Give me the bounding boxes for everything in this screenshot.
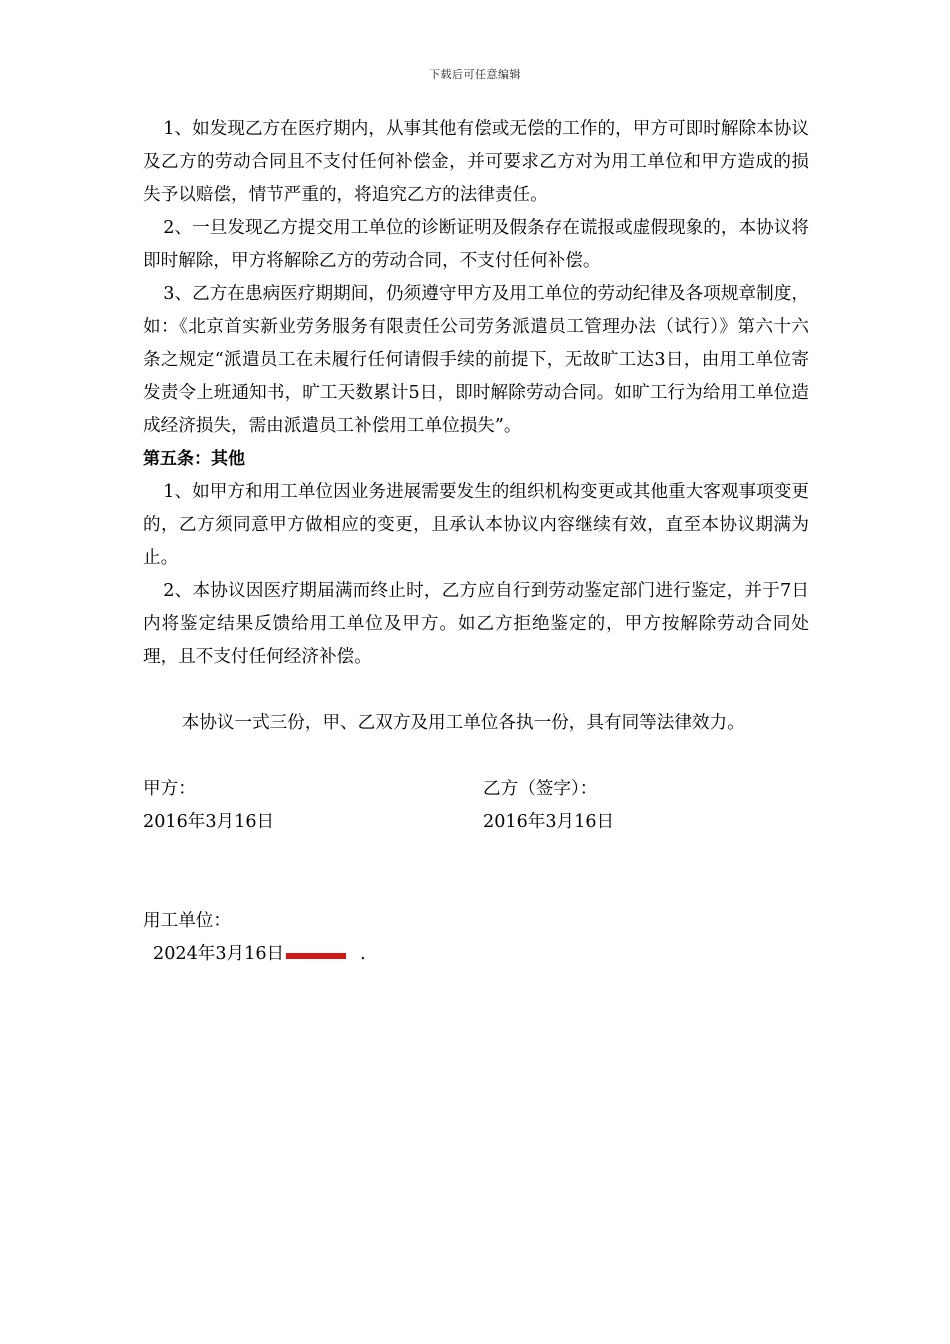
employer-block xyxy=(143,905,809,971)
party-a-date: 2016年3月16日 xyxy=(143,812,275,832)
employer-label: 用工单位： xyxy=(143,911,231,931)
clause-paragraph: 1、如发现乙方在医疗期内，从事其他有偿或无偿的工作的，甲方可即时解除本协议及乙方的劳动合同且不支付任何补偿金，并可要求乙方对为用工单位和甲方造成的损失予以赔偿，情节严重的，将追究乙方的法律责任。 xyxy=(143,119,809,205)
employer-date: 2024年3月16日 xyxy=(153,944,285,964)
clause-paragraph: 1、如甲方和用工单位因业务进展需要发生的组织机构变更或其他重大客观事项变更的，乙方须同意甲方做相应的变更，且承认本协议内容继续有效，直至本协议期满为止。 xyxy=(143,482,809,568)
party-b-label: 乙方（签字）： xyxy=(483,779,598,799)
signature-block xyxy=(143,773,809,839)
redaction-mark xyxy=(286,953,346,959)
clause-paragraph: 2、一旦发现乙方提交用工单位的诊断证明及假条存在谎报或虚假现象的，本协议将即时解除，甲方将解除乙方的劳动合同，不支付任何补偿。 xyxy=(143,218,809,271)
clause-paragraph: 3、乙方在患病医疗期期间，仍须遵守甲方及用工单位的劳动纪律及各项规章制度，如：《北京首实新业劳务服务有限责任公司劳务派遣员工管理办法（试行）》第六十六条之规定“派遣员工在未履行任何请假手续的前提下，无故旷工达3日，由用工单位寄发责令上班通知书，旷工天数累计5日，即时解除劳动合同。如旷工行为给用工单位造成经济损失，需由派遣员工补偿用工单位损失”。 xyxy=(143,284,809,436)
clause-paragraph: 2、本协议因医疗期届满而终止时，乙方应自行到劳动鉴定部门进行鉴定，并于7日内将鉴定结果反馈给用工单位及甲方。如乙方拒绝鉴定的，甲方按解除劳动合同处理，且不支付任何经济补偿。 xyxy=(143,581,809,667)
party-a-label: 甲方： xyxy=(143,779,196,799)
trailing-dot: . xyxy=(360,944,366,964)
signature-label-row xyxy=(143,773,663,806)
signature-date-row xyxy=(143,806,663,839)
party-b-date: 2016年3月16日 xyxy=(483,812,615,832)
closing-statement: 本协议一式三份，甲、乙双方及用工单位各执一份，具有同等法律效力。 xyxy=(181,713,745,733)
employer-date-line xyxy=(143,938,809,971)
page-header-note: 下载后可任意编辑 xyxy=(429,68,521,81)
document-body xyxy=(143,113,809,971)
section-five-title: 第五条：其他 xyxy=(143,449,245,469)
